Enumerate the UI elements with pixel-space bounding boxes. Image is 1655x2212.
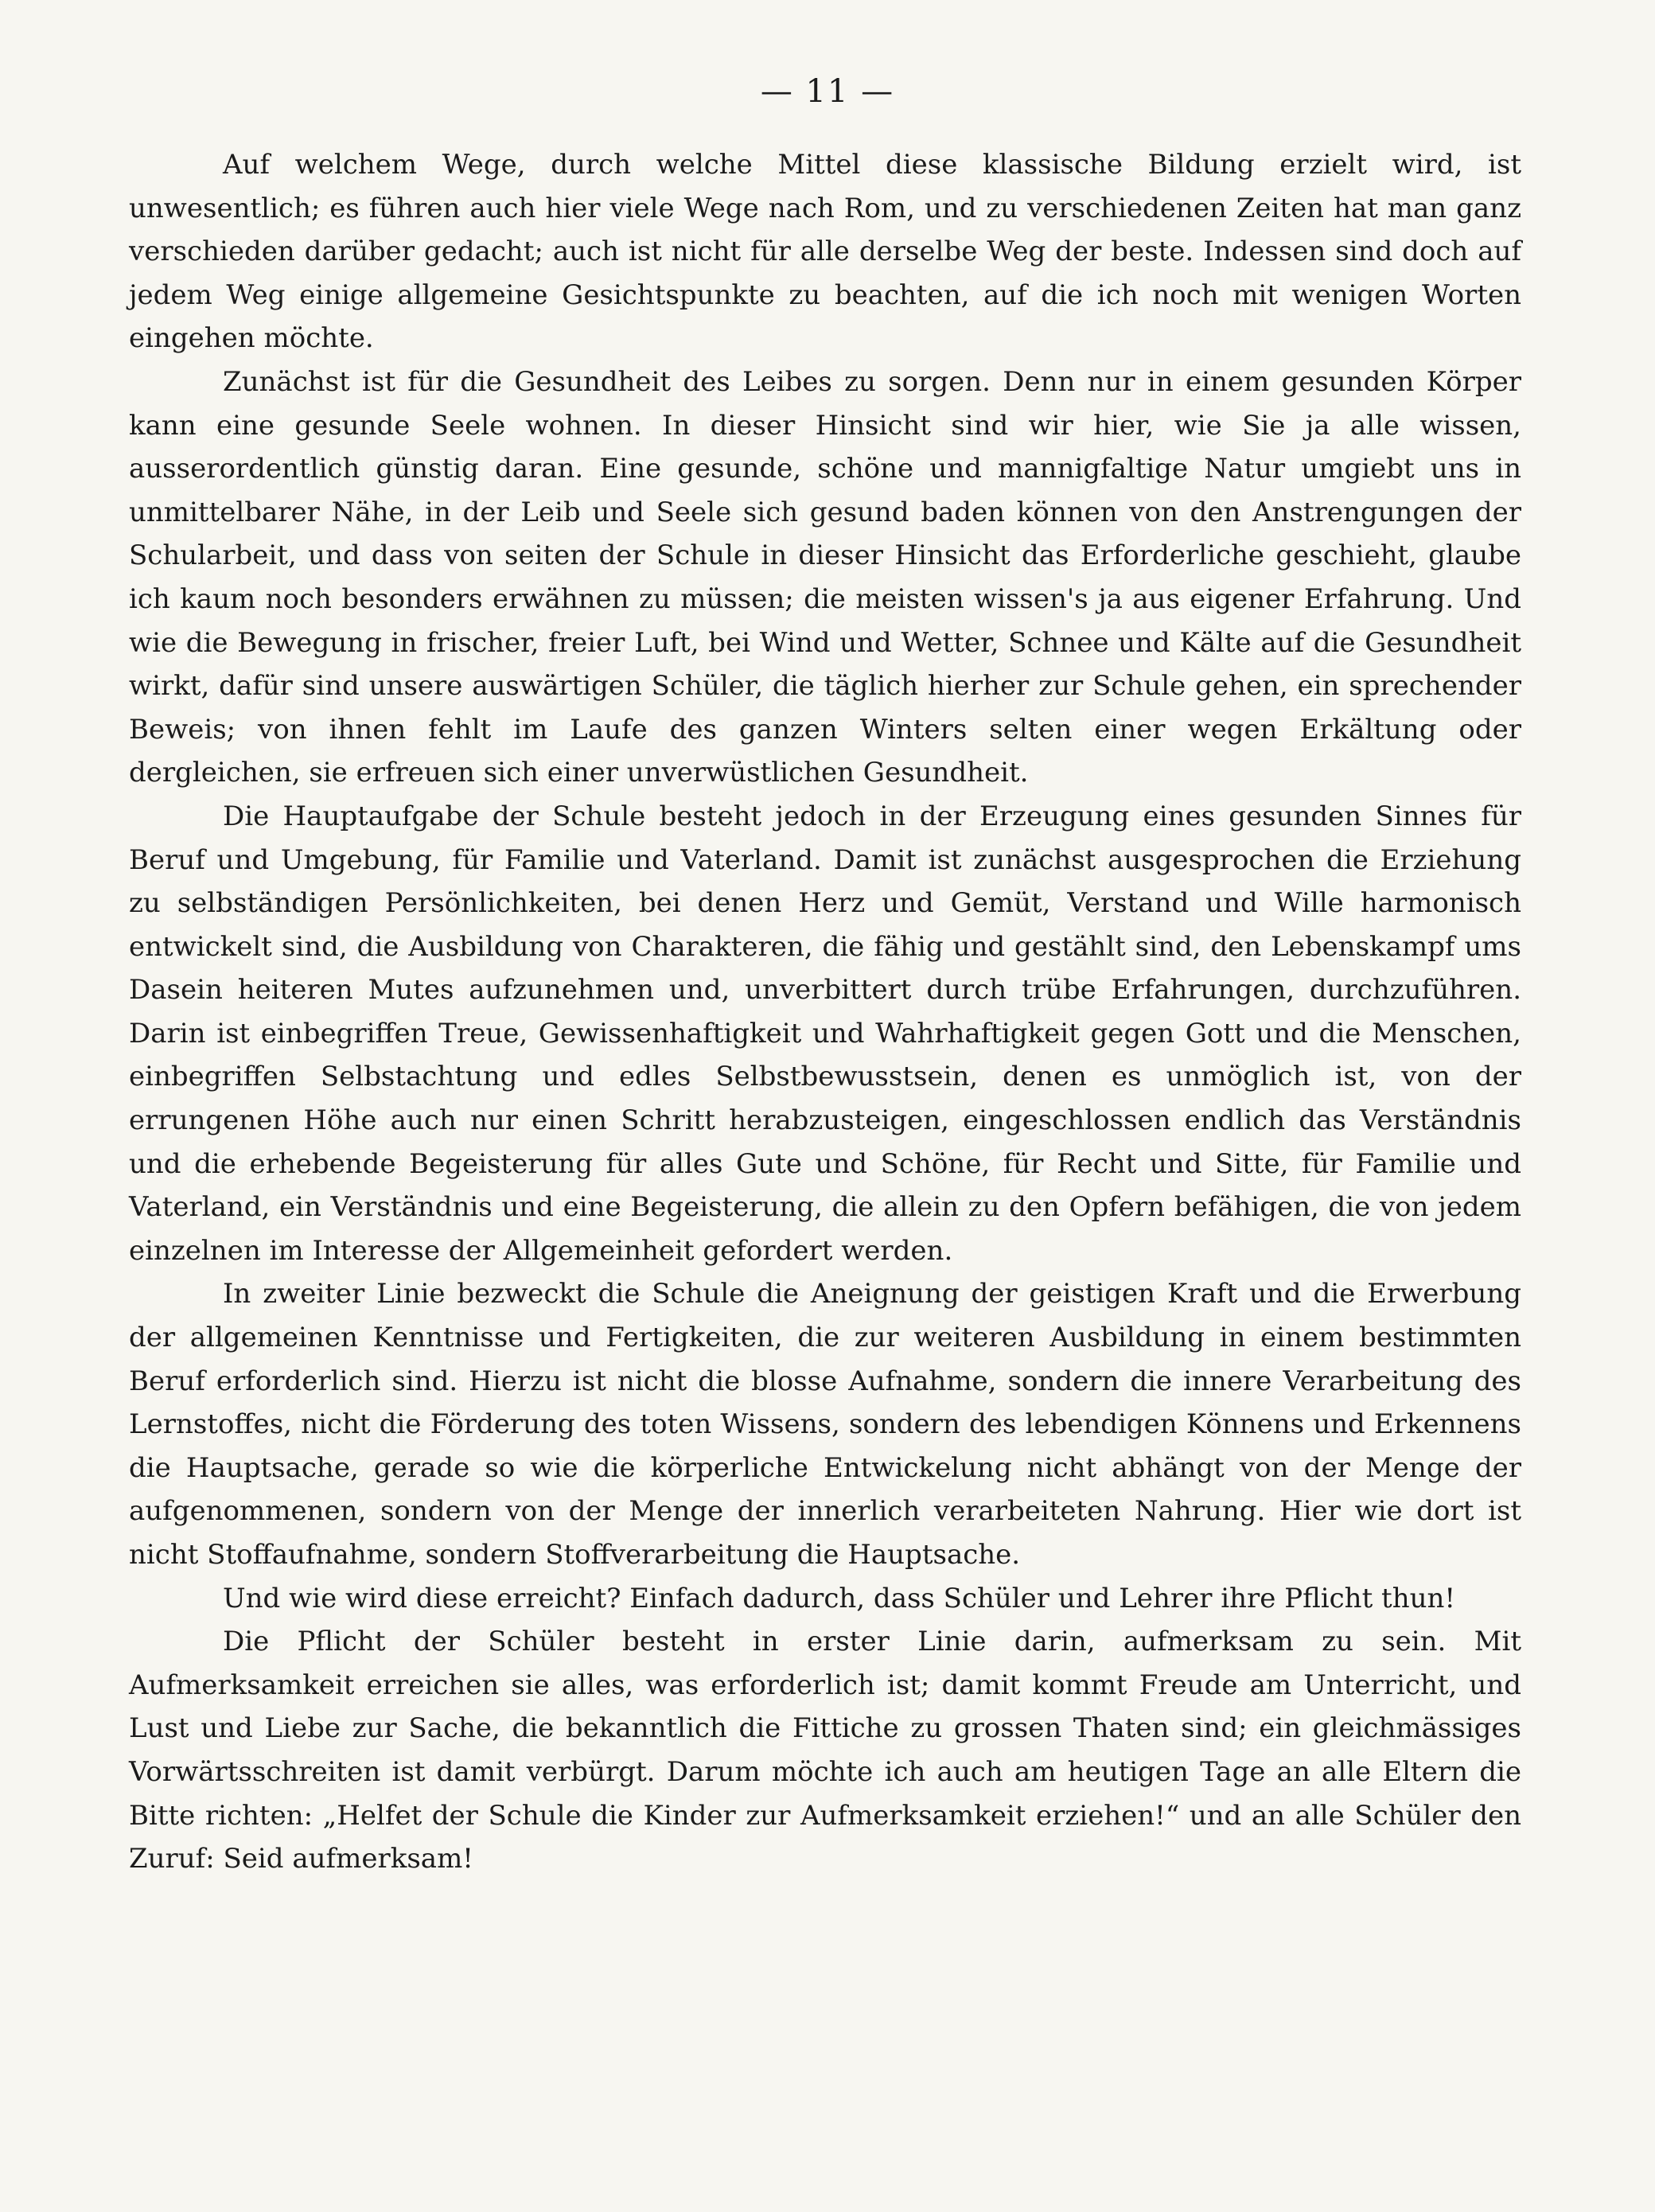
- paragraph-knowledge: In zweiter Linie bezweckt die Schule die Aneignung der geistigen Kraft und die Erwerbung der allgemeinen Kenntnisse und Fertigkeiten, die zur weiteren Ausbildung in einem bestimmten Beruf erforderlich sind. Hierzu ist nicht die blosse Aufnahme, sondern die innere Verarbeitung des Lernstoffes, nicht die Förderung des toten Wissens, sondern des lebendigen Könnens und Erkennens die Hauptsache, gerade so wie die körperliche Entwickelung nicht abhängt von der Menge der aufgenommenen, sondern von der Menge der innerlich verarbeiteten Nahrung. Hier wie dort ist nicht Stoffaufnahme, sondern Stoffverarbeitung die Hauptsache.: [129, 1278, 1521, 1571]
- paragraph-main-task: Die Hauptaufgabe der Schule besteht jedoch in der Erzeugung eines gesunden Sinnes für Beruf und Umgebung, für Familie und Vaterland. Damit ist zunächst ausgesprochen die Erziehung zu selbständigen Persönlichkeiten, bei denen Herz und Gemüt, Verstand und Wille harmonisch entwickelt sind, die Ausbildung von Charakteren, die fähig und gestählt sind, den Lebenskampf ums Dasein heiteren Mutes aufzunehmen und, unverbittert durch trübe Erfahrungen, durchzuführen. Darin ist einbegriffen Treue, Gewissenhaftigkeit und Wahrhaftigkeit gegen Gott und die Menschen, einbegriffen Selbstachtung und edles Selbstbewusstsein, denen es unmöglich ist, von der errungenen Höhe auch nur einen Schritt herabzusteigen, eingeschlossen endlich das Verständnis und die erhebende Begeisterung für alles Gute und Schöne, für Recht und Sitte, für Familie und Vaterland, ein Verständnis und eine Begeisterung, die allein zu den Opfern befähigen, die von jedem einzelnen im Interesse der Allgemeinheit gefordert werden.: [129, 800, 1521, 1267]
- paragraph-classical-education: Auf welchem Wege, durch welche Mittel diese klassische Bildung erzielt wird, ist unwesentlich; es führen auch hier viele Wege nach Rom, und zu verschiedenen Zeiten hat man ganz verschieden darüber gedacht; auch ist nicht für alle derselbe Weg der beste. Indessen sind doch auf jedem Weg einige allgemeine Gesichtspunkte zu beachten, auf die ich noch mit wenigen Worten eingehen möchte.: [129, 149, 1521, 355]
- paragraph-health: Zunächst ist für die Gesundheit des Leibes zu sorgen. Denn nur in einem gesunden Körper kann eine gesunde Seele wohnen. In dieser Hinsicht sind wir hier, wie Sie ja alle wissen, ausserordentlich günstig daran. Eine gesunde, schöne und mannigfaltige Natur umgiebt uns in unmittelbarer Nähe, in der Leib und Seele sich gesund baden können von den Anstrengungen der Schularbeit, und dass von seiten der Schule in dieser Hinsicht das Erforderliche geschieht, glaube ich kaum noch besonders erwähnen zu müssen; die meisten wissen's ja aus eigener Erfahrung. Und wie die Bewegung in frischer, freier Luft, bei Wind und Wetter, Schnee und Kälte auf die Gesundheit wirkt, dafür sind unsere auswärtigen Schüler, die täglich hierher zur Schule gehen, ein sprechender Beweis; von ihnen fehlt im Laufe des ganzen Winters selten einer wegen Erkältung oder dergleichen, sie erfreuen sich einer unverwüstlichen Gesundheit.: [129, 365, 1521, 789]
- paragraph-attention: Die Pflicht der Schüler besteht in erster Linie darin, aufmerksam zu sein. Mit Aufmerksamkeit erreichen sie alles, was erforderlich ist; damit kommt Freude am Unterricht, und Lust und Liebe zur Sache, die bekanntlich die Fittiche zu grossen Thaten sind; ein gleichmässiges Vorwärtsschreiten ist damit verbürgt. Darum möchte ich auch am heutigen Tage an alle Eltern die Bitte richten: „Helfet der Schule die Kinder zur Aufmerksamkeit erziehen!“ und an alle Schüler den Zuruf: Seid aufmerksam!: [129, 1626, 1521, 1875]
- page-number: — 11 —: [760, 73, 895, 110]
- paragraph-duty-question: Und wie wird diese erreicht? Einfach dadurch, dass Schüler und Lehrer ihre Pflicht thun!: [223, 1582, 1456, 1614]
- body-text: [129, 143, 1521, 1881]
